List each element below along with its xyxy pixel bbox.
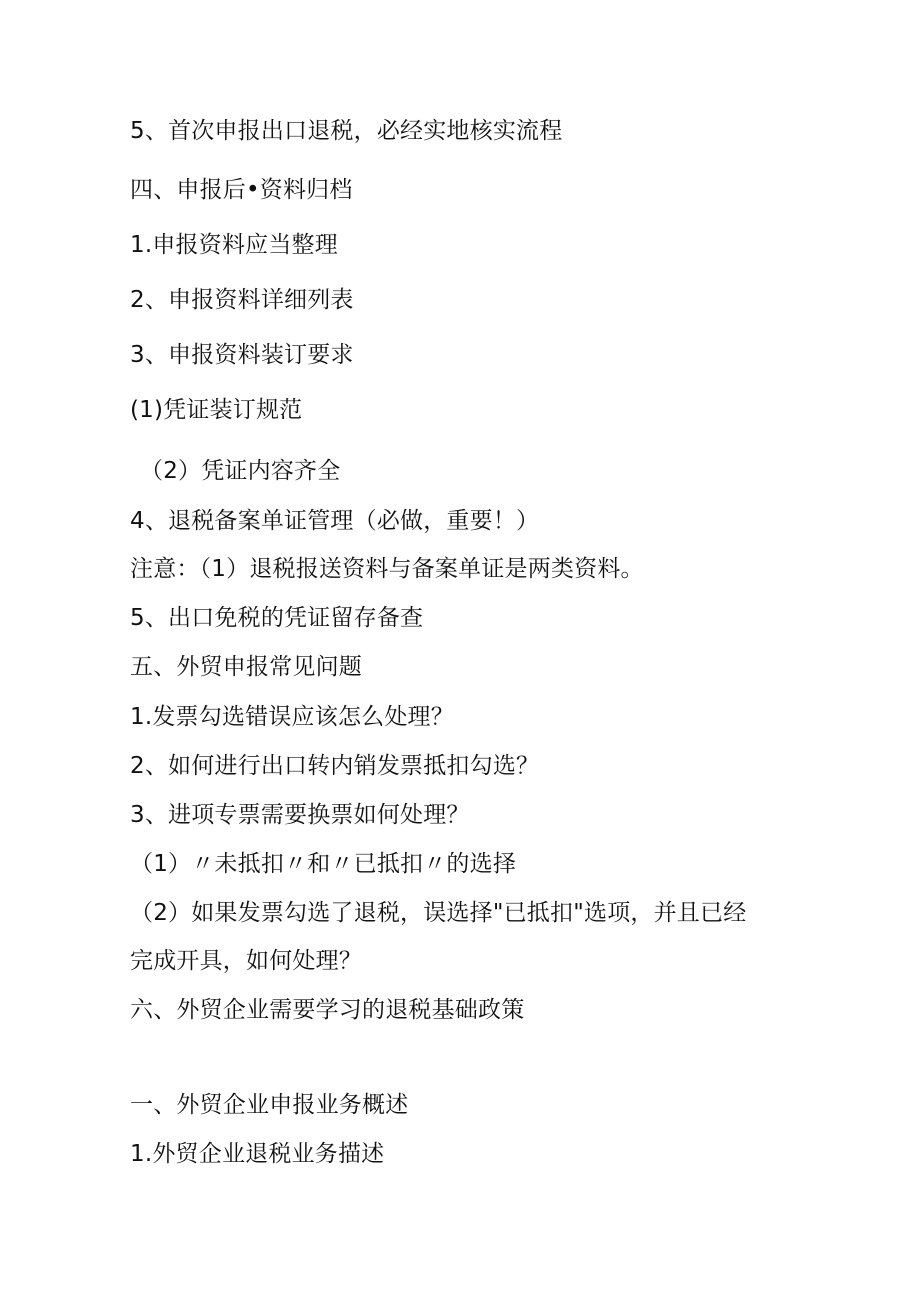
text-line: 5、出口免税的凭证留存备查 [130, 605, 424, 631]
text-line: 1.申报资料应当整理 [130, 232, 338, 258]
text-line: 2、如何进行出口转内销发票抵扣勾选？ [130, 753, 540, 779]
section-heading: 六、外贸企业需要学习的退税基础政策 [130, 997, 525, 1023]
text-line: (1)凭证装订规范 [130, 397, 303, 423]
section-heading: 四、申报后•资料归档 [130, 177, 353, 203]
text-line: （2）如果发票勾选了退税，误选择"已抵扣"选项，并且已经 [130, 900, 747, 926]
note-line: 注意：（1）退税报送资料与备案单证是两类资料。 [130, 556, 644, 582]
section-heading: 五、外贸申报常见问题 [130, 654, 362, 680]
text-line: 3、进项专票需要换票如何处理？ [130, 802, 470, 828]
text-line: （1）〃未抵扣〃和〃已抵扣〃的选择 [130, 851, 517, 877]
section-heading: 一、外贸企业申报业务概述 [130, 1092, 409, 1118]
text-line: 1.发票勾选错误应该怎么处理？ [130, 704, 454, 730]
text-line: （2）凭证内容齐全 [140, 458, 341, 484]
text-line: 完成开具，如何处理？ [130, 948, 362, 974]
text-line: 5、首次申报出口退税，必经实地核实流程 [130, 118, 563, 144]
text-line: 3、申报资料装订要求 [130, 342, 354, 368]
text-line: 4、退税备案单证管理（必做，重要！） [130, 508, 540, 534]
text-line: 1.外贸企业退税业务描述 [130, 1141, 385, 1167]
text-line: 2、申报资料详细列表 [130, 287, 354, 313]
